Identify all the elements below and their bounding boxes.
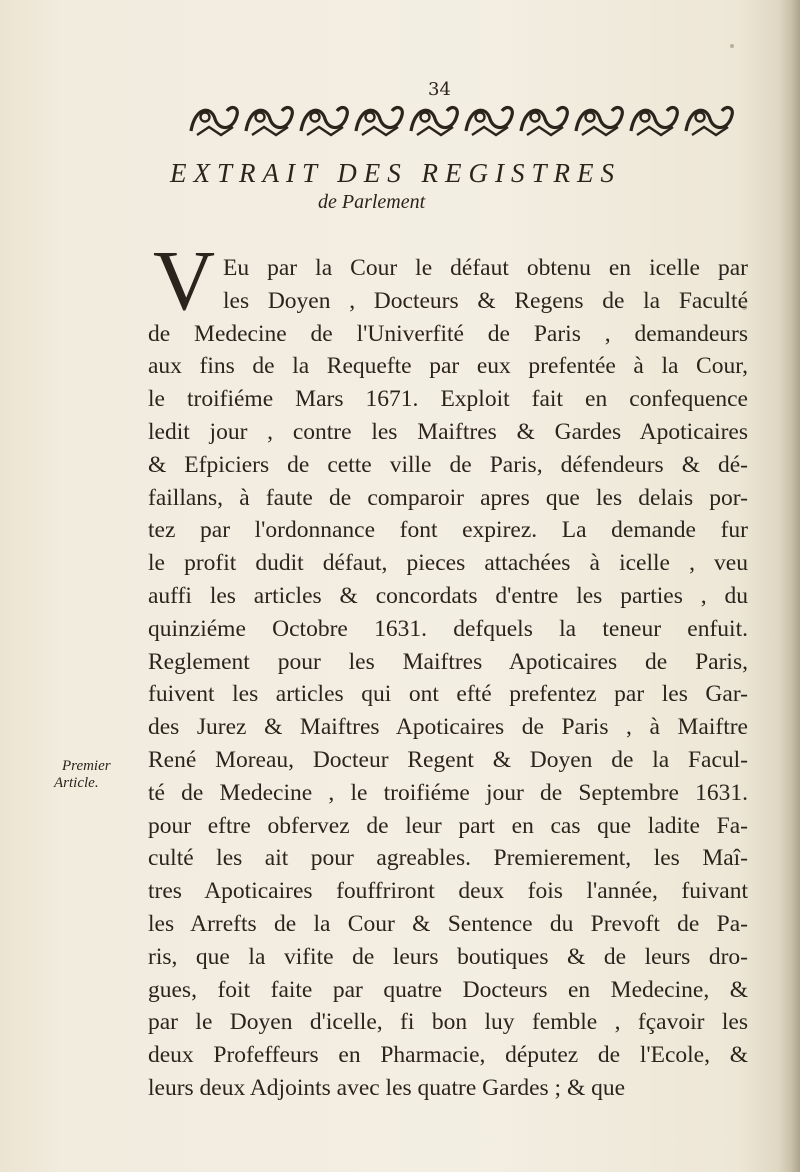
text-line: des Jurez & Maiftres Apoticaires de Paris , à Maiftre: [148, 714, 748, 741]
document-subtitle: de Parlement: [318, 191, 426, 213]
drop-cap: V: [153, 232, 216, 328]
ornament-flourish: [686, 108, 732, 135]
text-line: le troifiéme Mars 1671. Exploit fait en confequence: [148, 386, 748, 413]
text-line: Eu par la Cour le défaut obtenu en icelle par: [223, 255, 748, 281]
ornament-flourish: [411, 108, 457, 135]
text-line: leurs deux Adjoints avec les quatre Gardes ; & que: [148, 1074, 626, 1101]
text-line: té de Medecine , le troifiéme jour de Septembre 1631.: [148, 779, 748, 806]
ornament-flourish: [356, 108, 402, 135]
text-line: & Efpiciers de cette ville de Paris, défendeurs & dé-: [148, 451, 748, 478]
text-line: gues, foit faite par quatre Docteurs en Medecine, &: [148, 976, 748, 1003]
text-line: René Moreau, Docteur Regent & Doyen de la Facul-: [148, 746, 748, 773]
text-line: Reglement pour les Maiftres Apoticaires de Paris,: [148, 648, 748, 675]
text-line: auffi les articles & concordats d'entre les parties , du: [148, 582, 748, 609]
ornament-flourish: [521, 108, 567, 135]
text-line: ledit jour , contre les Maiftres & Gardes Apoticaires: [148, 418, 748, 445]
text-line: les Doyen , Docteurs & Regens de la Faculté: [223, 287, 748, 314]
ornamental-band: [187, 101, 737, 141]
ornament-flourish: [191, 108, 237, 135]
page-edge-shadow: [778, 0, 800, 1172]
text-line: le profit dudit défaut, pieces attachées à icelle , veu: [148, 550, 748, 577]
margin-note-line: Article.: [54, 775, 99, 791]
ornament-flourish: [576, 108, 622, 135]
text-line: ris, que la vifite de leurs boutiques & de leurs dro-: [148, 943, 748, 970]
text-line: faillans, à faute de comparoir apres que les delais por-: [148, 484, 748, 511]
ornament-flourish: [301, 108, 347, 135]
text-line: les Arrefts de la Cour & Sentence du Prevoft de Pa-: [148, 910, 748, 937]
margin-note: [54, 758, 134, 792]
text-line: deux Profeffeurs en Pharmacie, députez de l'Ecole, &: [148, 1042, 748, 1069]
text-line: pour eftre obfervez de leur part en cas que ladite Fa-: [148, 812, 748, 839]
text-line: tres Apoticaires fouffriront deux fois l'année, fuivant: [148, 878, 748, 905]
text-line: fuivent les articles qui ont efté prefentez par les Gar-: [148, 681, 748, 708]
text-line: aux fins de la Requefte par eux prefentée à la Cour,: [148, 353, 748, 380]
text-line: par le Doyen d'icelle, fi bon luy femble , fçavoir les: [148, 1009, 748, 1036]
text-line: de Medecine de l'Univerfité de Paris , demandeurs: [148, 320, 748, 347]
ornament-flourish: [631, 108, 677, 135]
body-text: [148, 252, 748, 1105]
text-line: tez par l'ordonnance font expirez. La demande fur: [148, 517, 748, 544]
text-line: quinziéme Octobre 1631. defquels la teneur enfuit.: [148, 615, 748, 642]
margin-note-line: Premier: [62, 758, 111, 774]
text-line: culté les ait pour agreables. Premierement, les Maî-: [148, 845, 748, 872]
ornament-flourish: [246, 108, 292, 135]
document-title: EXTRAIT DES REGISTRES: [170, 158, 621, 188]
page-number: 34: [428, 79, 451, 100]
paper-speck: [730, 44, 734, 48]
ornament-flourish: [466, 108, 512, 135]
